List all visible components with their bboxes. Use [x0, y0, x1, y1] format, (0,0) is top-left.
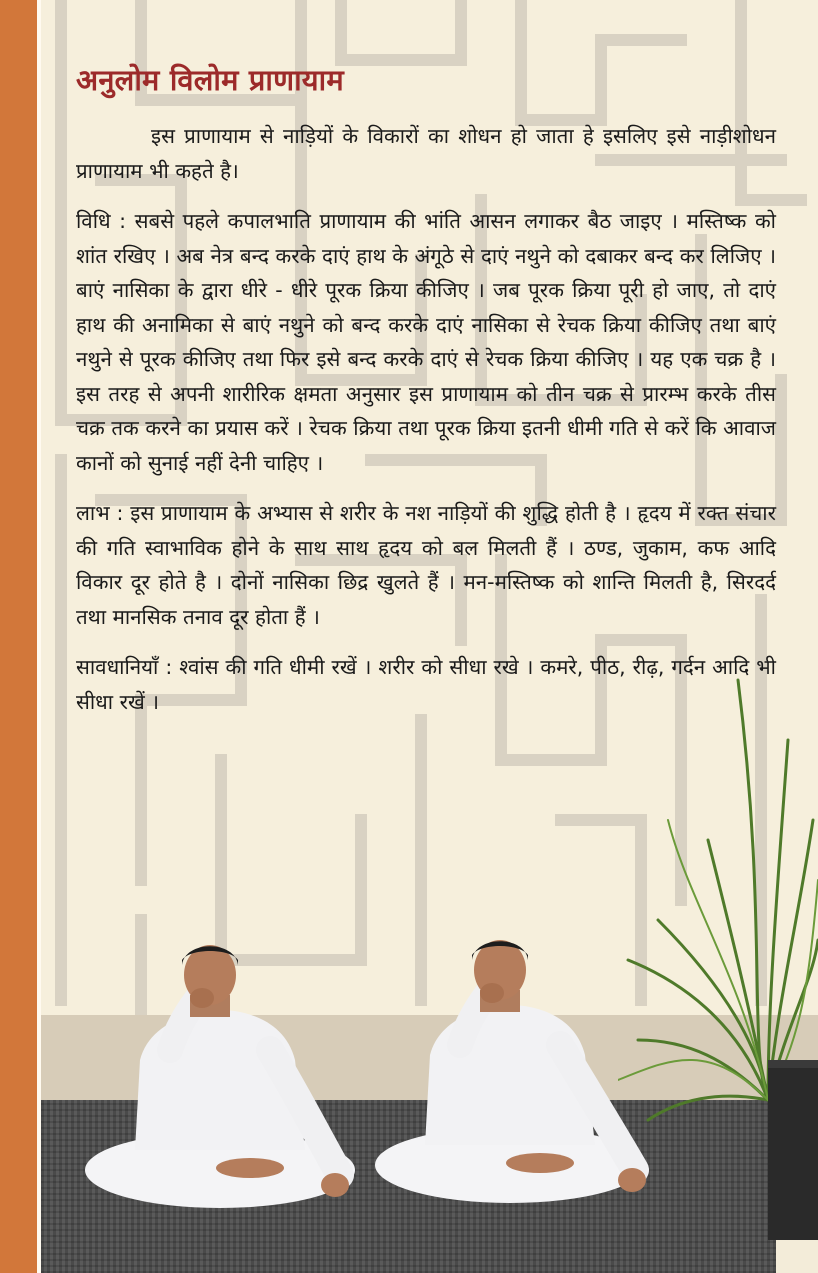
yoga-person-image — [70, 940, 360, 1220]
side-strip — [0, 0, 37, 1273]
method-paragraph: विधि : सबसे पहले कपालभाति प्राणायाम की भांति आसन लगाकर बैठ जाइए । मस्तिष्क को शांत रखिए । अब नेत्र बन्द करके दाएं हाथ के अंगूठे से दाएं नथुने को दबाकर बन्द कर लिजिए । बाएं नासिका के द्वारा धीरे - धीरे पूरक क्रिया कीजिए । जब पूरक क्रिया पूरी हो जाए, तो दाएं हाथ की अनामिका से बाएं नथुने को बन्द करके दाएं नासिका से रेचक क्रिया कीजिए तथा बाएं नथुने से पूरक कीजिए तथा फिर इसे बन्द करके दाएं से रेचक क्रिया कीजिए । यह एक चक्र है । इस तरह से अपनी शारीरिक क्षमता अनुसार इस प्राणायाम को तीन चक्र से प्रारम्भ करके तीस चक्र तक करने का प्रयास करें । रेचक क्रिया तथा पूरक क्रिया इतनी धीमी गति से करें कि आवाज कानों को सुनाई नहीं देनी चाहिए । — [76, 209, 776, 475]
precautions-paragraph: सावधानियाँ : श्वांस की गति धीमी रखें । शरीर को सीधा रखे । कमरे, पीठ, रीढ़, गर्दन आदि भी सीधा रखें । — [76, 655, 776, 714]
yoga-person-image — [370, 925, 660, 1210]
page-title: अनुलोम विलोम प्राणायाम — [76, 63, 344, 97]
benefits-paragraph: लाभ : इस प्राणायाम के अभ्यास से शरीर के नश नाड़ियों की शुद्धि होती है । हृदय में रक्त संचार की गति स्वाभाविक होने के साथ साथ हृदय को बल मिलती हैं । ठण्ड, जुकाम, कफ आदि विकार दूर होते है । दोनों नासिका छिद्र खुलते हैं । मन-मस्तिष्क को शान्ति मिलती है, सिरदर्द तथा मानसिक तनाव दूर होता हैं । — [76, 501, 776, 629]
intro-paragraph: इस प्राणायाम से नाड़ियों के विकारों का शोधन हो जाता हे इसलिए इसे नाड़ीशोधन प्राणायाम भी कहते है। — [76, 124, 776, 183]
article-content — [76, 60, 776, 735]
